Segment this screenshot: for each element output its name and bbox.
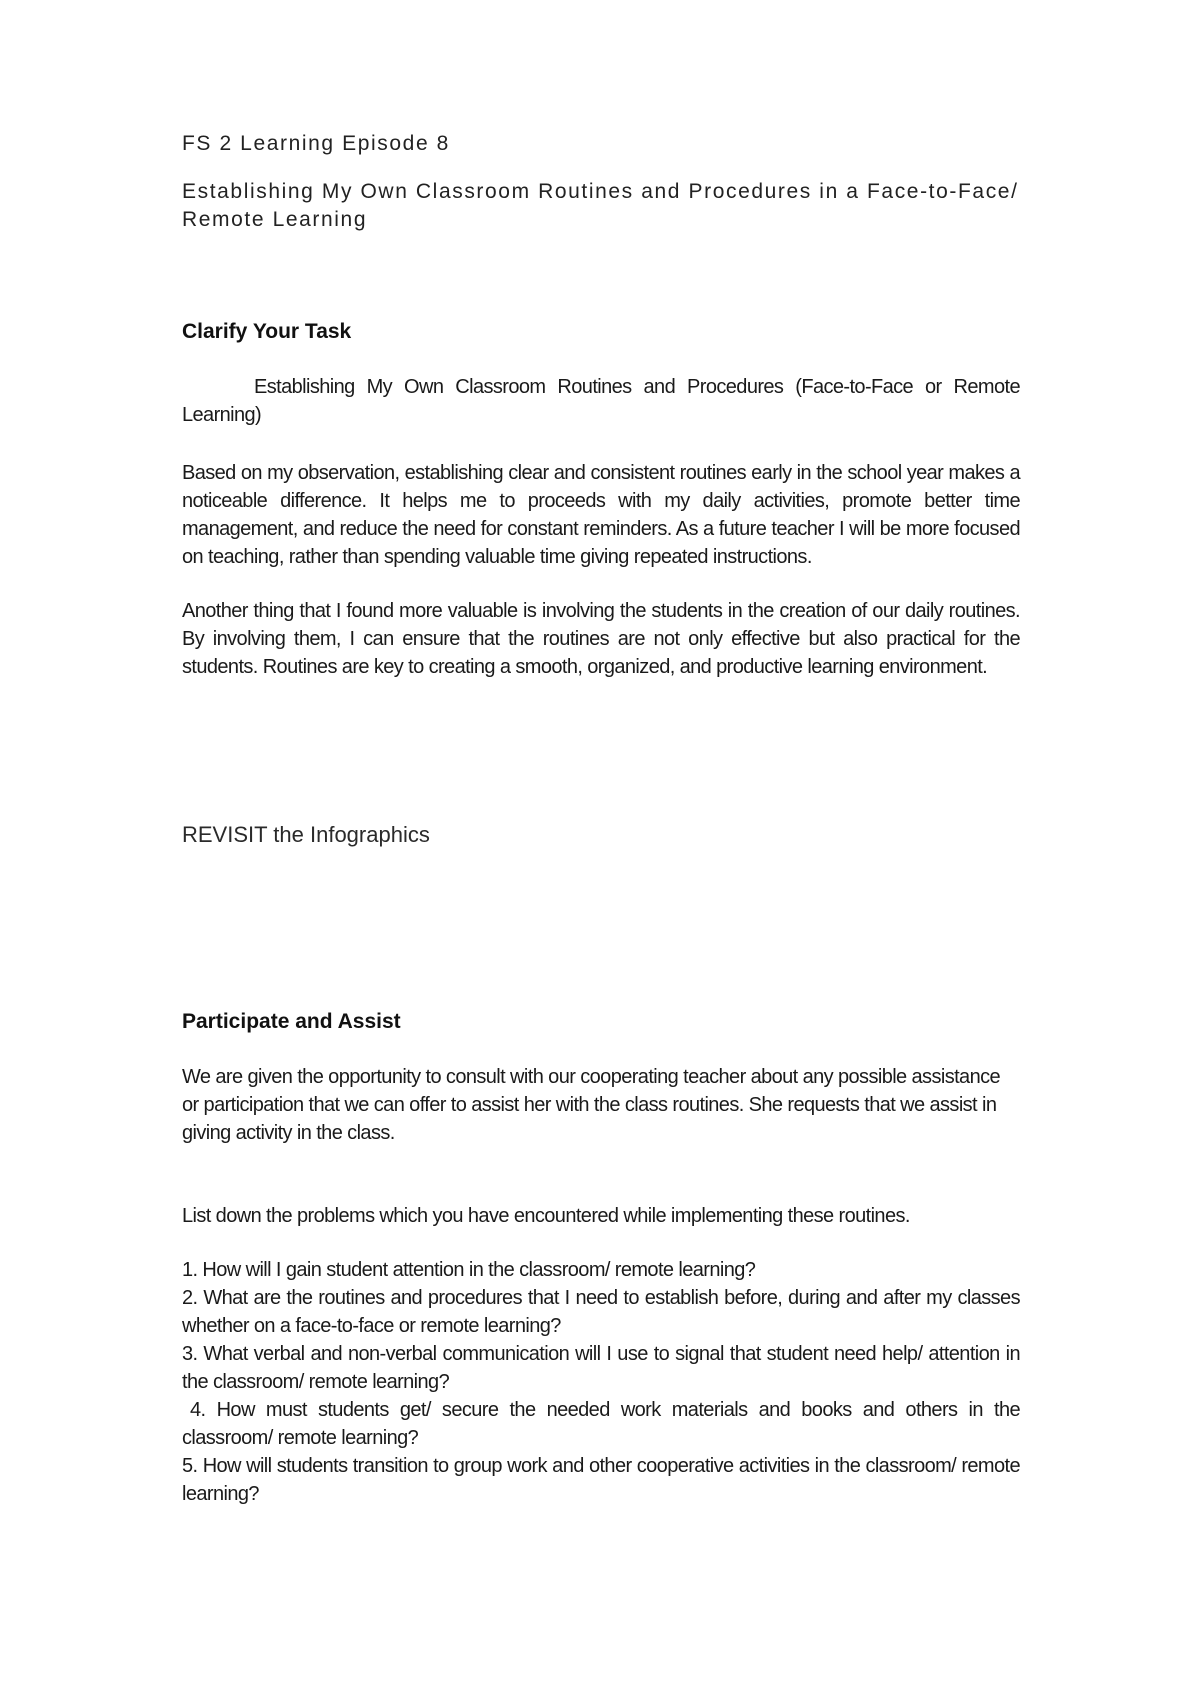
questions-list — [182, 1256, 1020, 1508]
question-item: 1. How will I gain student attention in the classroom/ remote learning? — [182, 1259, 756, 1281]
participate-paragraph: We are given the opportunity to consult with our cooperating teacher about any possible assistance or participation that we can offer to assist her with the class routines. She requests that we assist in giving activity in the class. — [182, 1066, 1001, 1144]
clarify-intro: Establishing My Own Classroom Routines and Procedures (Face-to-Face or Remote Learning) — [182, 376, 1020, 426]
episode-subtitle-line-2: Remote Learning — [182, 208, 368, 231]
episode-subtitle — [182, 178, 1020, 234]
episode-subtitle-line-1: Establishing My Own Classroom Routines and Procedures in a Face-to-Face/ — [182, 180, 1019, 203]
question-item: 4. How must students get/ secure the needed work materials and books and others in the classroom/ remote learning? — [182, 1399, 1020, 1449]
revisit-infographics-label: REVISIT the Infographics — [182, 822, 430, 847]
clarify-paragraph-2: Another thing that I found more valuable is involving the students in the creation of our daily routines. By involving them, I can ensure that the routines are not only effective but also practical for the students. Routines are key to creating a smooth, organized, and productive learning environment. — [182, 600, 1020, 678]
clarify-paragraph-1: Based on my observation, establishing clear and consistent routines early in the school year makes a noticeable difference. It helps me to proceeds with my daily activities, promote better time management, and reduce the need for constant reminders. As a future teacher I will be more focused on teaching, rather than spending valuable time giving repeated instructions. — [182, 462, 1020, 568]
question-item: 5. How will students transition to group work and other cooperative activities in the classroom/ remote learning? — [182, 1455, 1020, 1505]
question-item: 3. What verbal and non-verbal communication will I use to signal that student need help/ attention in the classroom/ remote learning? — [182, 1343, 1020, 1393]
question-item: 2. What are the routines and procedures that I need to establish before, during and after my classes whether on a face-to-face or remote learning? — [182, 1287, 1020, 1337]
list-prompt: List down the problems which you have encountered while implementing these routines. — [182, 1205, 910, 1227]
participate-heading: Participate and Assist — [182, 1010, 401, 1033]
episode-title: FS 2 Learning Episode 8 — [182, 132, 450, 155]
clarify-heading: Clarify Your Task — [182, 320, 352, 343]
